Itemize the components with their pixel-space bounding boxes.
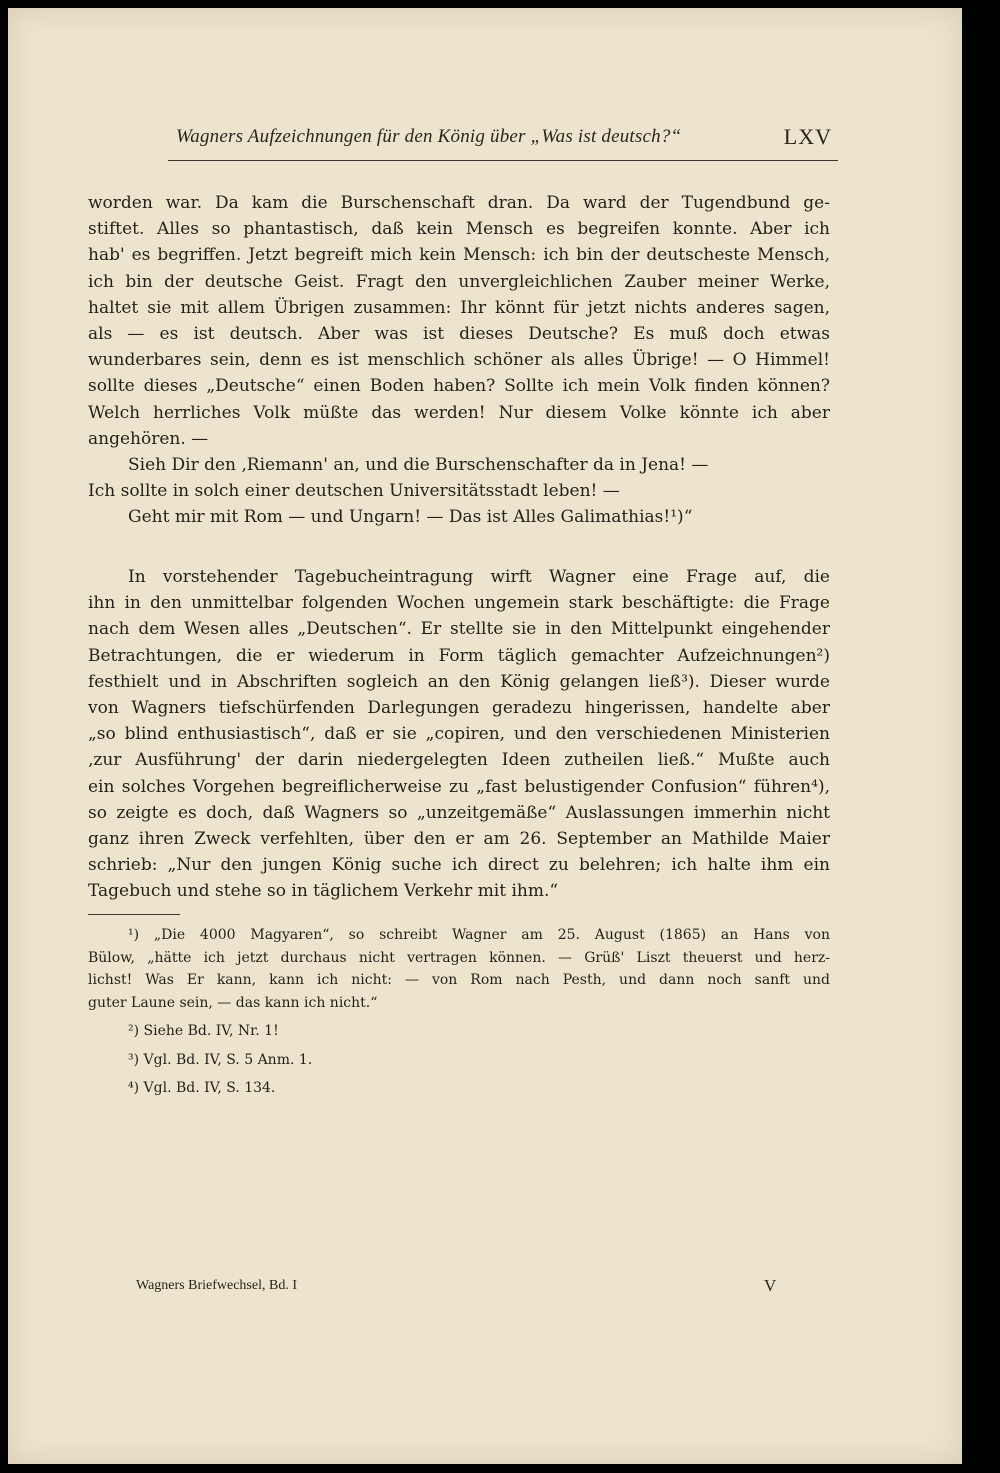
text-line: festhielt und in Abschriften sogleich an den König gelangen ließ³). Dieser wurde bbox=[88, 671, 830, 692]
text-line: Tagebuch und stehe so in täglichem Verkehr mit ihm.“ bbox=[88, 881, 559, 902]
text-line: stiftet. Alles so phantastisch, daß kein Mensch es begreifen konnte. Aber ich bbox=[88, 219, 830, 240]
quoted-diary-text bbox=[88, 190, 830, 530]
text-line: Betrachtungen, die er wiederum in Form täglich gemachter Aufzeichnungen²) bbox=[88, 645, 830, 666]
page-number: LXV bbox=[783, 124, 832, 149]
text-line: nach dem Wesen alles „Deutschen“. Er stellte sie in den Mittelpunkt eingehender bbox=[88, 619, 830, 640]
text-line: ihn in den unmittelbar folgenden Wochen ungemein stark beschäftigte: die Frage bbox=[88, 593, 830, 614]
footer-signature-mark: V bbox=[764, 1276, 777, 1295]
text-line: In vorstehender Tagebucheintragung wirft Wagner eine Frage auf, die bbox=[128, 567, 830, 587]
text-line: Sieh Dir den ‚Riemann' an, und die Burschenschafter da in Jena! — bbox=[128, 454, 709, 475]
text-line: wunderbares sein, denn es ist menschlich schöner als alles Übrige! — O Himmel! bbox=[88, 350, 830, 371]
text-line: angehören. — bbox=[88, 428, 209, 449]
text-line: so zeigte es doch, daß Wagners so „unzeitgemäße“ Auslassungen immerhin nicht bbox=[88, 802, 830, 823]
footnote-1-line: Bülow, „hätte ich jetzt durchaus nicht vertragen können. — Grüß' Liszt theuerst und herz- bbox=[88, 949, 830, 966]
text-line: sollte dieses „Deutsche“ einen Boden haben? Sollte ich mein Volk finden können? bbox=[88, 376, 830, 397]
commentary-paragraph bbox=[88, 564, 830, 904]
footnote-4: ⁴) Vgl. Bd. IV, S. 134. bbox=[128, 1080, 276, 1096]
text-line: ein solches Vorgehen begreiflicherweise zu „fast belustigender Confusion“ führen⁴), bbox=[88, 776, 830, 797]
text-line: als — es ist deutsch. Aber was ist dieses Deutsche? Es muß doch etwas bbox=[88, 323, 830, 344]
footnote-2: ²) Siehe Bd. IV, Nr. 1! bbox=[128, 1023, 279, 1039]
text-line: von Wagners tiefschürfenden Darlegungen geradezu hingerissen, handelte aber bbox=[88, 697, 830, 718]
footnote-divider bbox=[88, 914, 180, 915]
text-line: „so blind enthusiastisch“, daß er sie „copiren, und den verschiedenen Ministerien bbox=[88, 724, 830, 745]
footnotes bbox=[88, 924, 830, 1100]
text-line: hab' es begriffen. Jetzt begreift mich kein Mensch: ich bin der deutscheste Mensch, bbox=[88, 245, 830, 266]
footnote-1-line: guter Laune sein, — das kann ich nicht.“ bbox=[88, 994, 378, 1011]
book-page bbox=[8, 8, 962, 1464]
text-line: Geht mir mit Rom — und Ungarn! — Das ist Alles Galimathias!¹)“ bbox=[128, 507, 693, 528]
text-line: worden war. Da kam die Burschenschaft dran. Da ward der Tugendbund ge- bbox=[88, 193, 830, 213]
text-line: schrieb: „Nur den jungen König suche ich direct zu belehren; ich halte ihm ein bbox=[88, 855, 830, 876]
footnote-1-line: ¹) „Die 4000 Magyaren“, so schreibt Wagner am 25. August (1865) an Hans von bbox=[128, 927, 830, 943]
running-header bbox=[168, 120, 838, 161]
text-line: Welch herrliches Volk müßte das werden! Nur diesem Volke könnte ich aber bbox=[88, 402, 830, 423]
footnote-3: ³) Vgl. Bd. IV, S. 5 Anm. 1. bbox=[128, 1051, 313, 1068]
text-line: ich bin der deutsche Geist. Fragt den unvergleichlichen Zauber meiner Werke, bbox=[88, 271, 830, 292]
text-line: ‚zur Ausführung' der darin niedergelegten Ideen zutheilen ließ.“ Mußte auch bbox=[88, 750, 830, 771]
footnote-1-line: lichst! Was Er kann, kann ich nicht: — von Rom nach Pesth, und dann noch sanft und bbox=[88, 972, 830, 988]
text-line: ganz ihren Zweck verfehlten, über den er am 26. September an Mathilde Maier bbox=[88, 828, 830, 849]
running-title: Wagners Aufzeichnungen für den König über „Was ist deutsch?“ bbox=[176, 126, 682, 147]
text-line: Ich sollte in solch einer deutschen Universitätsstadt leben! — bbox=[88, 481, 620, 502]
footer-volume-title: Wagners Briefwechsel, Bd. I bbox=[136, 1278, 297, 1293]
text-line: haltet sie mit allem Übrigen zusammen: Ihr könnt für jetzt nichts anderes sagen, bbox=[88, 297, 830, 318]
